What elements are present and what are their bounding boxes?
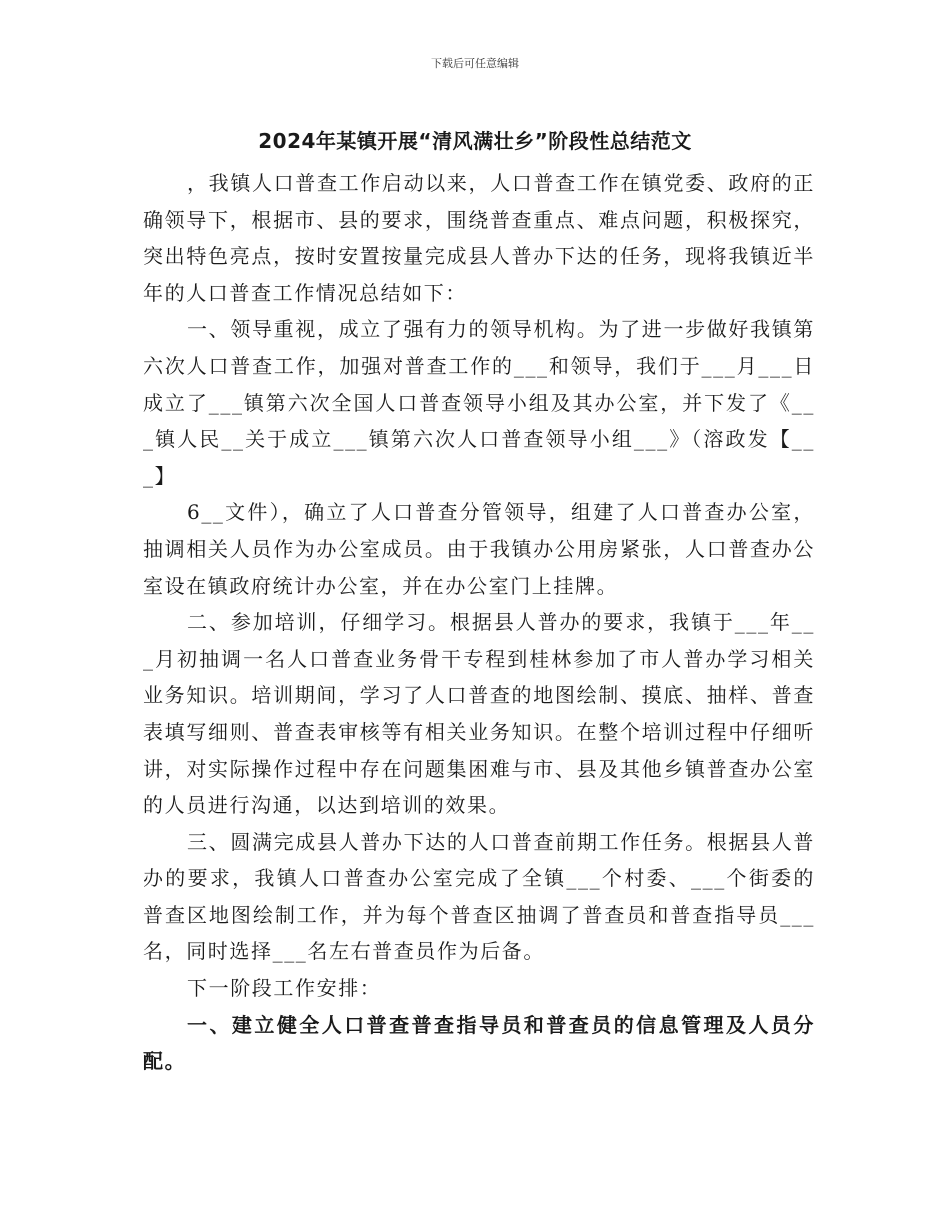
paragraph-intro: ，我镇人口普查工作启动以来，人口普查工作在镇党委、政府的正确领导下，根据市、县的要求，围绕普查重点、难点问题，积极探究，突出特色亮点，按时安置按量完成县人普办下达的任务，现将我镇近半年的人口普查工作情况总结如下：	[143, 171, 815, 305]
paragraph-next-steps-item-1: 一、建立健全人口普查普查指导员和普查员的信息管理及人员分配。	[143, 1012, 815, 1074]
paragraph-section-2: 二、参加培训，仔细学习。根据县人普办的要求，我镇于___年___月初抽调一名人口普查业务骨干专程到桂林参加了市人普办学习相关业务知识。培训期间，学习了人口普查的地图绘制、摸底、抽样、普查表填写细则、普查表审核等有相关业务知识。在整个培训过程中仔细听讲，对实际操作过程中存在问题集困难与市、县及其他乡镇普查办公室的人员进行沟通，以达到培训的效果。	[143, 610, 815, 818]
page-header: 下载后可任意编辑	[431, 57, 519, 70]
paragraph-section-3: 三、圆满完成县人普办下达的人口普查前期工作任务。根据县人普办的要求，我镇人口普查办公室完成了全镇___个村委、___个街委的普查区地图绘制工作，并为每个普查区抽调了普查员和普查指导员___名，同时选择___名左右普查员作为后备。	[143, 829, 815, 964]
paragraph-next-steps-heading: 下一阶段工作安排：	[187, 976, 382, 1001]
document-body	[143, 165, 815, 1080]
paragraph-section-1-cont: 6__文件），确立了人口普查分管领导，组建了人口普查办公室，抽调相关人员作为办公室成员。由于我镇办公用房紧张，人口普查办公室设在镇政府统计办公室，并在办公室门上挂牌。	[143, 500, 815, 598]
document-title: 2024年某镇开展“清风满壮乡”阶段性总结范文	[258, 129, 692, 153]
paragraph-section-1: 一、领导重视，成立了强有力的领导机构。为了进一步做好我镇第六次人口普查工作，加强对普查工作的___和领导，我们于___月___日成立了___镇第六次全国人口普查领导小组及其办公室，并下发了《___镇人民__关于成立___镇第六次人口普查领导小组___》（溶政发【___】	[143, 317, 815, 488]
